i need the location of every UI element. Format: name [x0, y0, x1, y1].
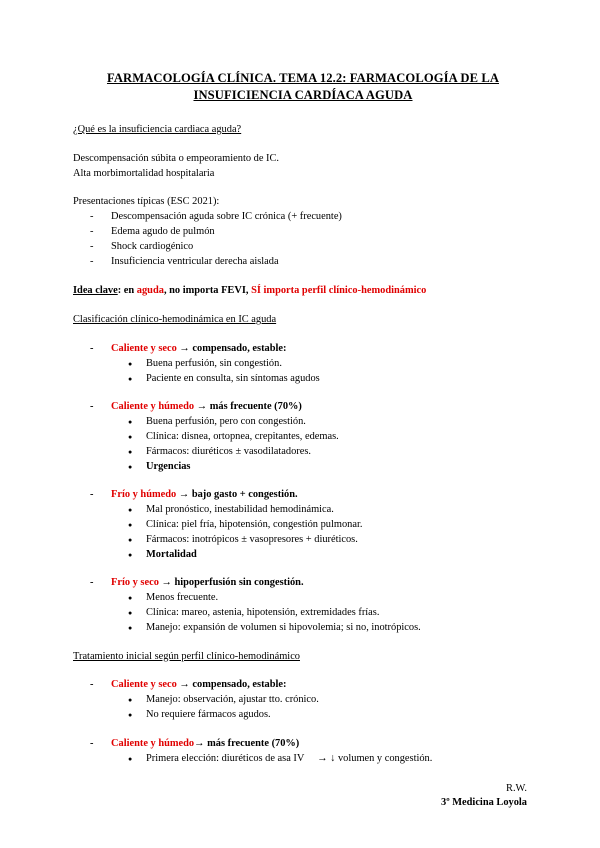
title-line-2: INSUFICIENCIA CARDÍACA AGUDA [193, 88, 413, 102]
document-title [73, 70, 533, 106]
bullet-list [73, 503, 533, 562]
tratamiento-group [73, 678, 533, 693]
list-item: ● Clínica: mareo, astenia, hipotensión, extremidades frías. [73, 606, 533, 621]
list-item: ● Manejo: observación, ajustar tto. crónico. [73, 693, 533, 708]
group-title [73, 737, 533, 752]
bullet-list [73, 415, 533, 474]
key-idea-label: Idea clave [73, 285, 118, 297]
profile-description: → hipoperfusión sin congestión. [158, 577, 304, 589]
key-idea-perfil: SÍ importa perfil clínico-hemodinámico [251, 285, 427, 297]
title-line-1: FARMACOLOGÍA CLÍNICA. TEMA 12.2: FARMACOLOGÍA DE LA [106, 71, 500, 85]
group-title [73, 342, 533, 357]
list-item: ● Manejo: expansión de volumen si hipovolemia; si no, inotrópicos. [73, 621, 533, 636]
presentaciones-list [73, 210, 533, 269]
tratamiento-heading: Tratamiento inicial según perfil clínico-hemodinámico [73, 650, 300, 662]
list-item: ● Buena perfusión, sin congestión. [73, 357, 533, 372]
page-footer [441, 782, 527, 810]
profile-label: Caliente y húmedo [111, 401, 195, 413]
list-item: ● Paciente en consulta, sin síntomas agudos [73, 372, 533, 387]
profile-description: → compensado, estable: [176, 342, 287, 354]
profile-description: → más frecuente (70%) [194, 401, 302, 413]
list-item: ● Clínica: piel fría, hipotensión, congestión pulmonar. [73, 518, 533, 533]
profile-label: Caliente y seco [111, 679, 177, 691]
list-item: ● Fármacos: inotrópicos ± vasopresores + diuréticos. [73, 533, 533, 548]
profile-label: Frío y húmedo [111, 489, 177, 501]
group-title [73, 488, 533, 503]
tratamiento-group [73, 737, 533, 752]
profile-description: → más frecuente (70%) [194, 737, 300, 749]
list-item: ● Clínica: disnea, ortopnea, crepitantes, edemas. [73, 430, 533, 445]
course-name: 3º Medicina Loyola [441, 797, 527, 808]
list-item: - Descompensación aguda sobre IC crónica (+ frecuente) [73, 210, 533, 225]
clasificacion-group [73, 576, 533, 591]
definition-line-2: Alta morbimortalidad hospitalaria [73, 167, 215, 179]
bullet-list [73, 693, 533, 723]
list-item: ● Mortalidad [73, 548, 533, 563]
profile-label: Caliente y húmedo [111, 737, 195, 749]
list-item: ● Primera elección: diuréticos de asa IV → ↓ volumen y congestión. [73, 752, 533, 767]
list-item: - Edema agudo de pulmón [73, 225, 533, 240]
profile-description: → bajo gasto + congestión. [176, 489, 298, 501]
key-idea-colon: : en [117, 285, 137, 297]
author-initials: R.W. [506, 783, 527, 794]
clasificacion-group [73, 400, 533, 415]
question-heading: ¿Qué es la insuficiencia cardiaca aguda? [73, 124, 242, 135]
profile-label: Frío y seco [111, 577, 159, 589]
group-title [73, 576, 533, 591]
list-item: ● Fármacos: diuréticos ± vasodilatadores. [73, 445, 533, 460]
bullet-list [73, 357, 533, 387]
profile-label: Caliente y seco [111, 342, 177, 354]
bullet-list [73, 591, 533, 635]
clasificacion-heading: Clasificación clínico-hemodinámica en IC aguda [73, 314, 277, 326]
list-item: ● Urgencias [73, 460, 533, 475]
key-idea-comma: , [245, 285, 252, 297]
clasificacion-group [73, 488, 533, 503]
group-title [73, 678, 533, 693]
clasificacion-group [73, 342, 533, 357]
list-item: - Insuficiencia ventricular derecha aislada [73, 255, 533, 270]
list-item: ● No requiere fármacos agudos. [73, 708, 533, 723]
key-idea-fevi: , no importa FEVI [163, 285, 246, 297]
definition-line-1: Descompensación súbita o empeoramiento de IC. [73, 152, 280, 164]
list-item: ● Buena perfusión, pero con congestión. [73, 415, 533, 430]
profile-description: → compensado, estable: [176, 679, 287, 691]
document-page [73, 70, 533, 766]
list-item: - Shock cardiogénico [73, 240, 533, 255]
key-idea [73, 284, 533, 299]
definition-block [73, 152, 533, 182]
group-title [73, 400, 533, 415]
list-item: ● Menos frecuente. [73, 591, 533, 606]
list-item: ● Mal pronóstico, inestabilidad hemodinámica. [73, 503, 533, 518]
bullet-list [73, 752, 533, 767]
presentaciones-heading: Presentaciones típicas (ESC 2021): [73, 196, 220, 208]
key-idea-aguda: aguda [136, 285, 164, 297]
